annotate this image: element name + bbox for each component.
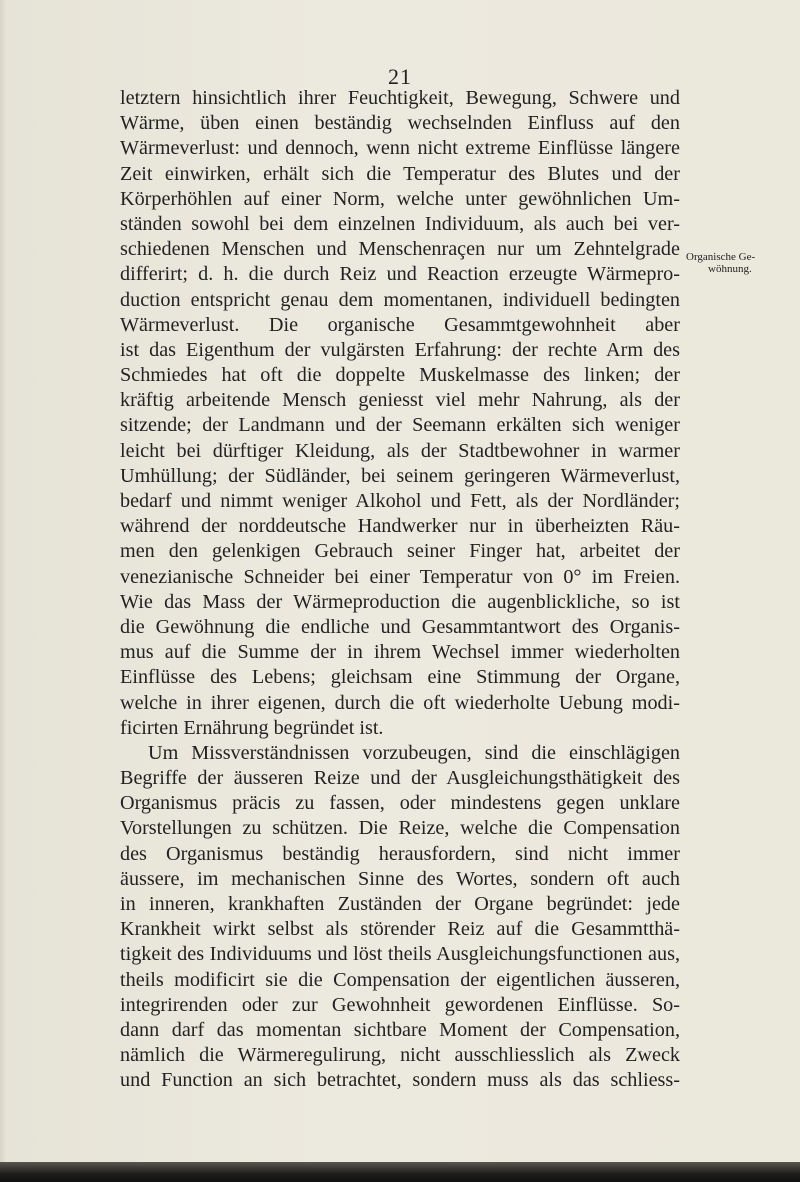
text-line: welche in ihrer eigenen, durch die oft wiederholte Uebung modi- [120, 691, 680, 714]
text-line: differirt; d. h. die durch Reiz und Reaction erzeugte Wärmepro- [120, 263, 680, 286]
text-line: während der norddeutsche Handwerker nur in überheizten Räu- [120, 515, 680, 538]
page-left-edge [0, 0, 6, 1182]
body-text [120, 86, 680, 1094]
text-line: venezianische Schneider bei einer Temperatur von 0° im Freien. [120, 565, 680, 588]
text-line: Organismus präcis zu fassen, oder mindestens gegen unklare [120, 792, 680, 815]
text-line: Krankheit wirkt selbst als störender Reiz auf die Gesammtthä- [120, 918, 680, 941]
text-line: Einflüsse des Lebens; gleichsam eine Stimmung der Organe, [120, 666, 680, 689]
scan-bottom-edge [0, 1162, 800, 1182]
text-line: und Function an sich betrachtet, sondern muss als das schliess- [120, 1069, 680, 1092]
text-line: Schmiedes hat oft die doppelte Muskelmasse des linken; der [120, 364, 680, 387]
text-line: mus auf die Summe der in ihrem Wechsel immer wiederholten [120, 641, 680, 664]
text-line: ständen sowohl bei dem einzelnen Individuum, als auch bei ver- [120, 212, 680, 235]
text-line: schiedenen Menschen und Menschenraçen nur um Zehntelgrade [120, 238, 680, 261]
text-line: letztern hinsichtlich ihrer Feuchtigkeit, Bewegung, Schwere und [120, 87, 680, 109]
text-line: Wie das Mass der Wärmeproduction die augenblickliche, so ist [120, 590, 680, 613]
margin-note-line: wöhnung. [708, 263, 752, 275]
text-line: Körperhöhlen auf einer Norm, welche unter gewöhnlichen Um- [120, 187, 680, 210]
text-line: Begriffe der äusseren Reize und der Ausgleichungsthätigkeit des [120, 767, 680, 790]
margin-note-line: Organische Ge- [686, 251, 756, 263]
text-line: äussere, im mechanischen Sinne des Wortes, sondern oft auch [120, 867, 680, 890]
text-line: des Organismus beständig herausfordern, sind nicht immer [120, 842, 680, 865]
text-line: in inneren, krankhaften Zuständen der Organe begründet: jede [120, 893, 680, 915]
text-line: Wärmeverlust: und dennoch, wenn nicht extreme Einflüsse längere [120, 137, 680, 160]
text-line: ist das Eigenthum der vulgärsten Erfahrung: der rechte Arm des [120, 338, 680, 361]
text-line: sitzende; der Landmann und der Seemann erkälten sich weniger [120, 414, 680, 437]
text-line: leicht bei dürftiger Kleidung, als der Stadtbewohner in warmer [120, 439, 680, 462]
text-line: bedarf und nimmt weniger Alkohol und Fett, als der Nordländer; [120, 490, 680, 512]
margin-note [686, 251, 796, 275]
page-number: 21 [388, 64, 412, 89]
text-line: nämlich die Wärmeregulirung, nicht ausschliesslich als Zweck [120, 1044, 680, 1067]
text-line: tigkeit des Individuums und löst theils Ausgleichungsfunctionen aus, [120, 943, 680, 966]
text-line: Vorstellungen zu schützen. Die Reize, welche die Compensation [120, 817, 680, 840]
text-line: ficirten Ernährung begründet ist. [120, 716, 384, 739]
text-line: Zeit einwirken, erhält sich die Temperatur des Blutes und der [120, 162, 680, 185]
text-line: dann darf das momentan sichtbare Moment der Compensation, [120, 1018, 680, 1041]
text-line: integrirenden oder zur Gewohnheit gewordenen Einflüsse. So- [120, 993, 680, 1016]
text-line: kräftig arbeitende Mensch geniesst viel mehr Nahrung, als der [120, 389, 680, 412]
text-line: die Gewöhnung die endliche und Gesammtantwort des Organis- [120, 615, 680, 638]
text-line: men den gelenkigen Gebrauch seiner Finger hat, arbeitet der [120, 540, 680, 563]
text-line: Wärmeverlust. Die organische Gesammtgewohnheit aber [120, 313, 680, 336]
text-line: Umhüllung; der Südländer, bei seinem geringeren Wärmeverlust, [120, 464, 680, 487]
text-line: Wärme, üben einen beständig wechselnden Einfluss auf den [120, 112, 680, 135]
text-line: theils modificirt sie die Compensation der eigentlichen äusseren, [120, 968, 680, 991]
text-line: duction entspricht genau dem momentanen, individuell bedingten [120, 288, 680, 311]
text-line: Um Missverständnissen vorzubeugen, sind die einschlägigen [148, 741, 680, 764]
